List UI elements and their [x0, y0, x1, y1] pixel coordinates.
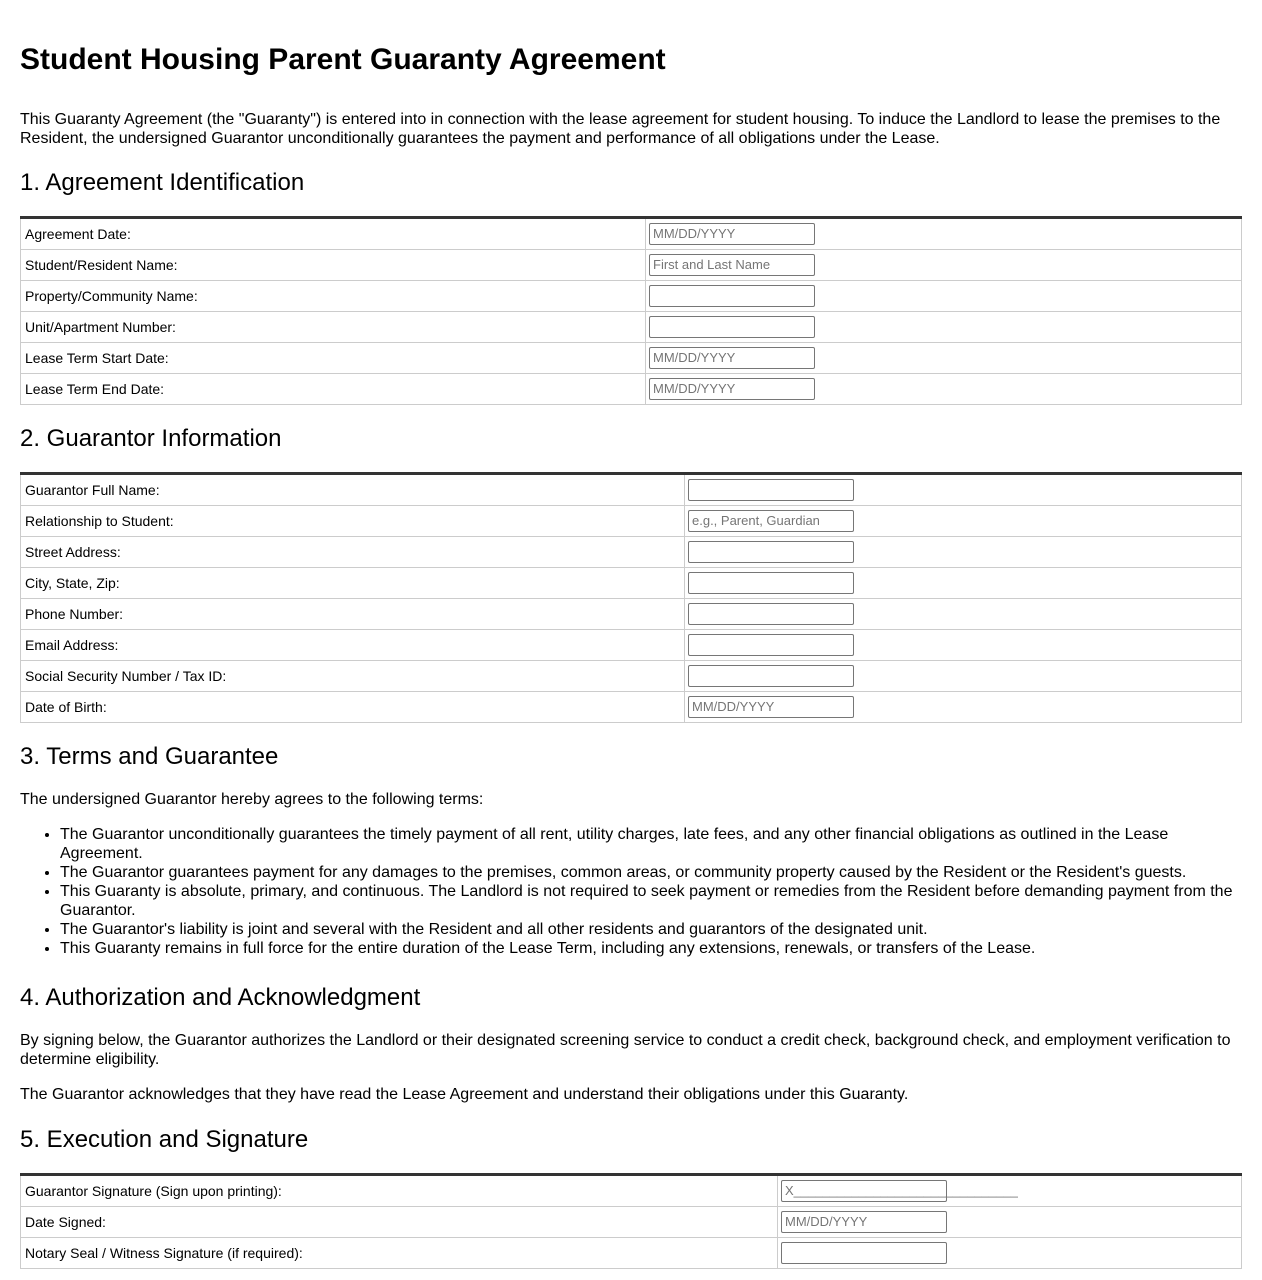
field-label-property-name: Property/Community Name:: [21, 281, 646, 312]
field-label-lease-end-date: Lease Term End Date:: [21, 374, 646, 405]
email-address-input[interactable]: [688, 634, 854, 656]
field-label-agreement-date: Agreement Date:: [21, 218, 646, 250]
field-label-street-address: Street Address:: [21, 537, 685, 568]
table-row: [21, 281, 1242, 312]
section-3-heading: 3. Terms and Guarantee: [20, 743, 279, 770]
table-row: [21, 218, 1242, 250]
agreement-identification-table: [20, 216, 1242, 405]
guarantor-signature-input[interactable]: X_______________________________: [781, 1180, 947, 1202]
date-signed-input[interactable]: MM/DD/YYYY: [781, 1211, 947, 1233]
list-item: • This Guaranty is absolute, primary, and continuous. The Landlord is not required to seek payment or remedies from the Resident before demanding payment from the Guarantor.: [60, 882, 1242, 920]
table-row: [21, 506, 1242, 537]
field-label-guarantor-name: Guarantor Full Name:: [21, 474, 685, 506]
guarantor-name-input[interactable]: [688, 479, 854, 501]
field-label-lease-start-date: Lease Term Start Date:: [21, 343, 646, 374]
street-address-input[interactable]: [688, 541, 854, 563]
terms-lead: The undersigned Guarantor hereby agrees to the following terms:: [20, 791, 484, 808]
list-item: • The Guarantor unconditionally guarantees the timely payment of all rent, utility charges, late fees, and any other financial obligations as outlined in the Lease Agreement.: [60, 825, 1242, 863]
table-row: [21, 537, 1242, 568]
notary-witness-input[interactable]: [781, 1242, 947, 1264]
table-row: [21, 568, 1242, 599]
table-row: [21, 661, 1242, 692]
table-row: [21, 1238, 1242, 1269]
agreement-date-input[interactable]: MM/DD/YYYY: [649, 223, 815, 245]
table-row: [21, 599, 1242, 630]
authorization-paragraph: By signing below, the Guarantor authorizes the Landlord or their designated screening service to conduct a credit check, background check, and employment verification to determine eligibility.: [20, 1032, 1231, 1068]
guarantor-information-table: [20, 472, 1242, 723]
student-name-input[interactable]: First and Last Name: [649, 254, 815, 276]
table-row: [21, 250, 1242, 281]
list-item: • The Guarantor guarantees payment for any damages to the premises, common areas, or community property caused by the Resident or the Resident's guests.: [60, 863, 1242, 882]
city-state-zip-input[interactable]: [688, 572, 854, 594]
date-of-birth-input[interactable]: MM/DD/YYYY: [688, 696, 854, 718]
lease-start-date-input[interactable]: MM/DD/YYYY: [649, 347, 815, 369]
field-label-date-signed: Date Signed:: [21, 1207, 778, 1238]
section-5-heading: 5. Execution and Signature: [20, 1126, 309, 1153]
field-label-city-state-zip: City, State, Zip:: [21, 568, 685, 599]
section-4-heading: 4. Authorization and Acknowledgment: [20, 984, 421, 1011]
section-2-heading: 2. Guarantor Information: [20, 425, 282, 452]
phone-number-input[interactable]: [688, 603, 854, 625]
property-name-input[interactable]: [649, 285, 815, 307]
field-label-phone-number: Phone Number:: [21, 599, 685, 630]
field-label-notary-witness: Notary Seal / Witness Signature (if required):: [21, 1238, 778, 1269]
table-row: [21, 1207, 1242, 1238]
table-row: [21, 312, 1242, 343]
section-1-heading: 1. Agreement Identification: [20, 169, 305, 196]
terms-list: [20, 825, 1242, 958]
unit-number-input[interactable]: [649, 316, 815, 338]
execution-signature-table: [20, 1173, 1242, 1269]
document-title: Student Housing Parent Guaranty Agreement: [20, 43, 666, 76]
lease-end-date-input[interactable]: MM/DD/YYYY: [649, 378, 815, 400]
ssn-tax-id-input[interactable]: [688, 665, 854, 687]
table-row: [21, 374, 1242, 405]
table-row: [21, 630, 1242, 661]
relationship-input[interactable]: e.g., Parent, Guardian: [688, 510, 854, 532]
field-label-ssn-tax-id: Social Security Number / Tax ID:: [21, 661, 685, 692]
list-item: • This Guaranty remains in full force for the entire duration of the Lease Term, including any extensions, renewals, or transfers of the Lease.: [60, 939, 1242, 958]
acknowledgment-paragraph: The Guarantor acknowledges that they have read the Lease Agreement and understand their obligations under this Guaranty.: [20, 1086, 909, 1103]
table-row: [21, 343, 1242, 374]
field-label-student-name: Student/Resident Name:: [21, 250, 646, 281]
field-label-date-of-birth: Date of Birth:: [21, 692, 685, 723]
table-row: [21, 1175, 1242, 1207]
field-label-unit-number: Unit/Apartment Number:: [21, 312, 646, 343]
list-item: • The Guarantor's liability is joint and several with the Resident and all other residents and guarantors of the designated unit.: [60, 920, 1242, 939]
field-label-email-address: Email Address:: [21, 630, 685, 661]
field-label-relationship: Relationship to Student:: [21, 506, 685, 537]
table-row: [21, 474, 1242, 506]
field-label-guarantor-signature: Guarantor Signature (Sign upon printing):: [21, 1175, 778, 1207]
intro-paragraph: This Guaranty Agreement (the "Guaranty") is entered into in connection with the lease agreement for student housing. To induce the Landlord to lease the premises to the Resident, the undersigned Guarantor unconditionally guarantees the payment and performance of all obligations under the Lease.: [20, 111, 1221, 147]
table-row: [21, 692, 1242, 723]
